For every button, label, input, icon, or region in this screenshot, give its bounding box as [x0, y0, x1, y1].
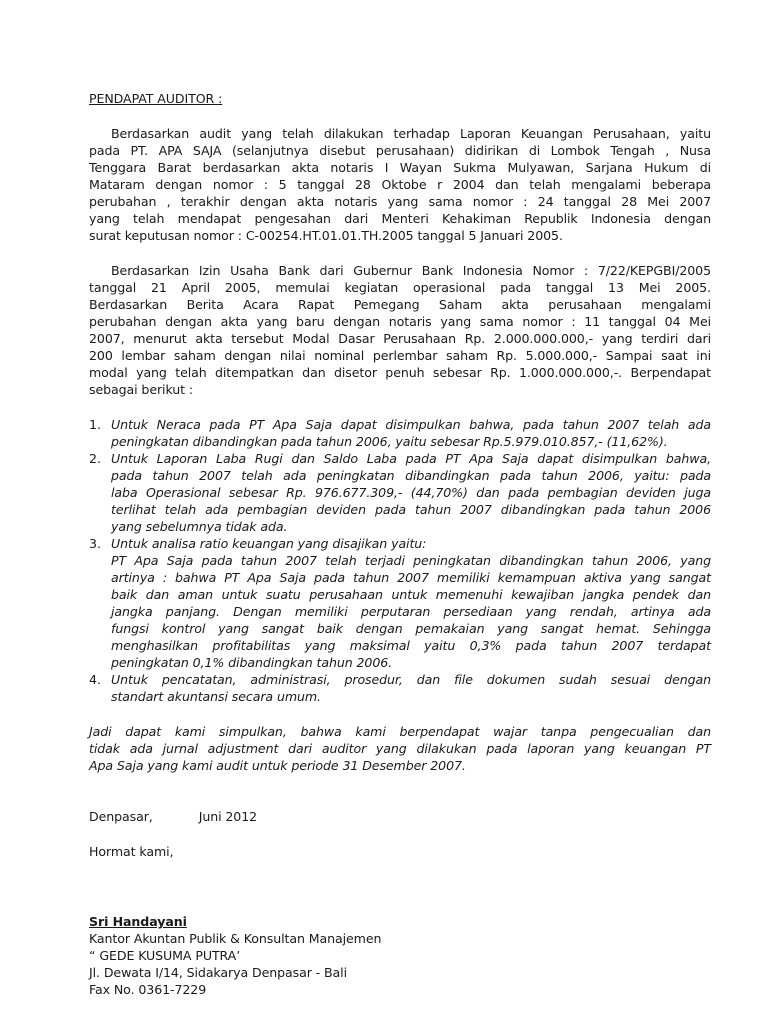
- list-2-line-1: Untuk Laporan Laba Rugi dan Saldo Laba pada PT Apa Saja dapat disimpulkan bahwa,: [111, 451, 711, 466]
- heading: PENDAPAT AUDITOR :: [89, 91, 223, 106]
- list-3-line-1: Untuk analisa ratio keuangan yang disajikan yaitu:: [111, 536, 427, 551]
- para1-line-1: Berdasarkan audit yang telah dilakukan terhadap Laporan Keuangan Perusahaan, yaitu: [111, 126, 711, 141]
- list-number-1: 1.: [89, 417, 102, 432]
- place-date: [89, 808, 711, 825]
- list-2-line-3: laba Operasional sebesar Rp. 976.677.309,- (44,70%) dan pada pembagian deviden juga: [111, 485, 711, 500]
- signatory-firm-name: “ GEDE KUSUMA PUTRA’: [89, 948, 241, 963]
- para1-line-5: perubahan , terakhir dengan akta notaris yang sama nomor : 24 tanggal 28 Mei 2007: [89, 194, 711, 209]
- para2-line-1: Berdasarkan Izin Usaha Bank dari Gubernur Bank Indonesia Nomor : 7/22/KEPGBI/2005: [111, 263, 711, 278]
- signatory-address: Jl. Dewata I/14, Sidakarya Denpasar - Bali: [89, 965, 347, 980]
- para2-line-8: sebagai berikut :: [89, 382, 194, 397]
- para2-line-2: tanggal 21 April 2005, memulai kegiatan operasional pada tanggal 13 Mei 2005.: [89, 280, 711, 295]
- list-2-line-4: terlihat telah ada pembagian deviden pada tahun 2007 dibandingkan pada tahun 2006: [111, 502, 711, 517]
- date: Juni 2012: [198, 809, 258, 824]
- conclusion-line-1: Jadi dapat kami simpulkan, bahwa kami berpendapat wajar tanpa pengecualian dan: [89, 724, 711, 739]
- para1-line-4: Mataram dengan nomor : 5 tanggal 28 Oktobe r 2004 dan telah mengalami beberapa: [89, 177, 711, 192]
- closing: Hormat kami,: [89, 844, 174, 859]
- para1-line-2: pada PT. APA SAJA (selanjutnya disebut perusahaan) didirikan di Lombok Tengah , Nusa: [89, 143, 711, 158]
- list-number-4: 4.: [89, 672, 102, 687]
- list-4-line-2: standart akuntansi secara umum.: [111, 689, 321, 704]
- list-4-line-1: Untuk pencatatan, administrasi, prosedur, dan file dokumen sudah sesuai dengan: [111, 672, 711, 687]
- para1-line-3: Tenggara Barat berdasarkan akta notaris I Wayan Sukma Mulyawan, Sarjana Hukum di: [89, 160, 711, 175]
- signatory-name: Sri Handayani: [89, 914, 187, 929]
- list-2-line-5: yang sebelumnya tidak ada.: [111, 519, 288, 534]
- para2-line-5: 2007, menurut akta tersebut Modal Dasar Perusahaan Rp. 2.000.000.000,- yang terdiri dari: [89, 331, 711, 346]
- list-3-line-2: PT Apa Saja pada tahun 2007 telah terjadi peningkatan dibandingkan tahun 2006, yang: [111, 553, 711, 568]
- list-2-line-2: pada tahun 2007 telah ada peningkatan dibandingkan pada tahun 2006, yaitu: pada: [111, 468, 711, 483]
- list-3-line-4: baik dan aman untuk suatu perusahaan untuk memenuhi kewajiban jangka pendek dan: [111, 587, 711, 602]
- list-3-line-5: jangka panjang. Dengan memiliki perputaran persediaan yang rendah, artinya ada: [111, 604, 711, 619]
- para1-line-6: yang telah mendapat pengesahan dari Menteri Kehakiman Republik Indonesia dengan: [89, 211, 711, 226]
- list-1-line-1: Untuk Neraca pada PT Apa Saja dapat disimpulkan bahwa, pada tahun 2007 telah ada: [111, 417, 711, 432]
- para2-line-3: Berdasarkan Berita Acara Rapat Pemegang Saham akta perusahaan mengalami: [89, 297, 711, 312]
- list-3-line-7: menghasilkan profitabilitas yang maksimal yaitu 0,3% pada tahun 2007 terdapat: [111, 638, 711, 653]
- list-3-line-8: peningkatan 0,1% dibandingkan tahun 2006.: [111, 655, 393, 670]
- signatory-fax: Fax No. 0361-7229: [89, 982, 207, 997]
- list-1-line-2: peningkatan dibandingkan pada tahun 2006, yaitu sebesar Rp.5.979.010.857,- (11,62%).: [111, 434, 668, 449]
- para2-line-4: perubahan dengan akta yang baru dengan notaris yang sama nomor : 11 tanggal 04 Mei: [89, 314, 711, 329]
- place: Denpasar,: [89, 809, 153, 824]
- list-number-2: 2.: [89, 451, 102, 466]
- para2-line-7: modal yang telah ditempatkan dan disetor penuh sebesar Rp. 1.000.000.000,-. Berpendapat: [89, 365, 711, 380]
- list-3-line-3: artinya : bahwa PT Apa Saja pada tahun 2007 memiliki kemampuan aktiva yang sangat: [111, 570, 711, 585]
- conclusion-line-2: tidak ada jurnal adjustment dari auditor yang dilakukan pada laporan yang keuangan PT: [89, 741, 711, 756]
- signatory-firm: Kantor Akuntan Publik & Konsultan Manajemen: [89, 931, 382, 946]
- conclusion-line-3: Apa Saja yang kami audit untuk periode 31 Desember 2007.: [89, 758, 466, 773]
- list-3-line-6: fungsi kontrol yang sangat baik dengan pemakaian yang sangat hemat. Sehingga: [111, 621, 711, 636]
- list-number-3: 3.: [89, 536, 102, 551]
- para2-line-6: 200 lembar saham dengan nilai nominal perlembar saham Rp. 5.000.000,- Sampai saat ini: [89, 348, 711, 363]
- para1-line-7: surat keputusan nomor : C-00254.HT.01.01.TH.2005 tanggal 5 Januari 2005.: [89, 228, 563, 243]
